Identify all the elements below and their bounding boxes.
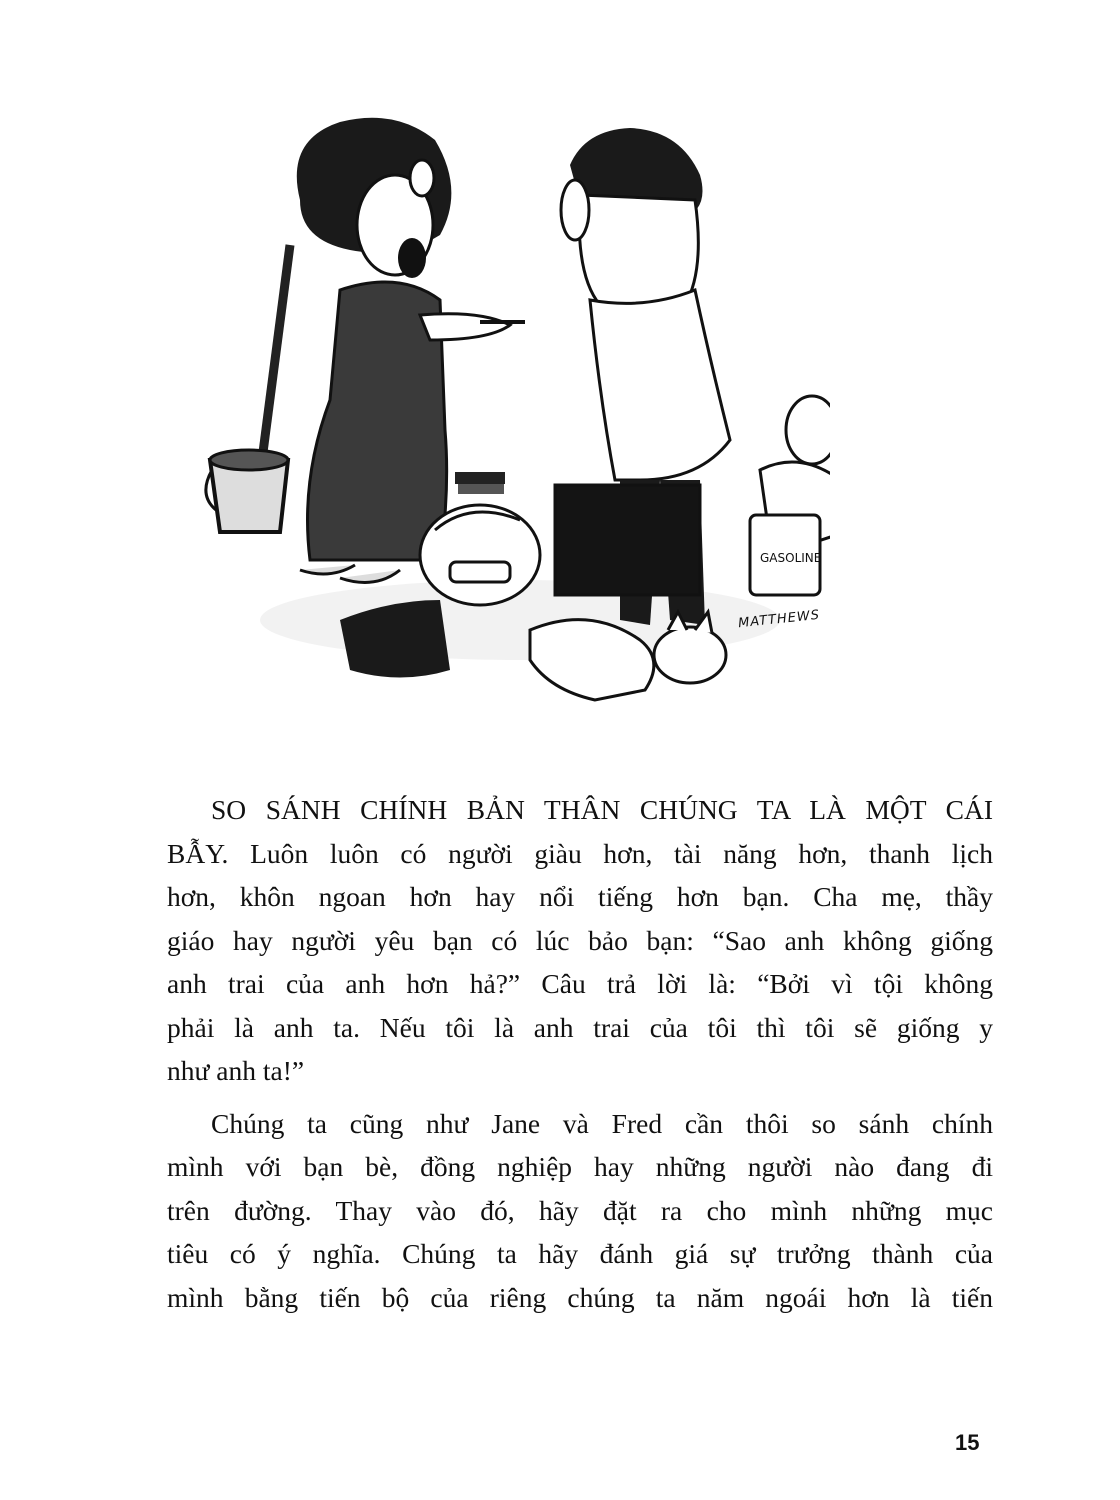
text-line: giáo hay người yêu bạn có lúc bảo bạn: “Sao anh không giống bbox=[167, 924, 993, 956]
bucket bbox=[206, 245, 290, 532]
illustrator-signature: MATTHEWS bbox=[737, 607, 821, 632]
cartoon-illustration bbox=[190, 100, 830, 720]
text-line: mình bằng tiến bộ của riêng chúng ta năm ngoái hơn là tiến bbox=[167, 1281, 993, 1313]
books bbox=[455, 472, 505, 484]
baby-with-can bbox=[750, 396, 830, 595]
text-line: SO SÁNH CHÍNH BẢN THÂN CHÚNG TA LÀ MỘT CÁI bbox=[211, 794, 993, 825]
text-line: tiêu có ý nghĩa. Chúng ta hãy đánh giá sự trưởng thành của bbox=[167, 1238, 993, 1269]
text-line: hơn, khôn ngoan hơn hay nổi tiếng hơn bạn. Cha mẹ, thầy bbox=[167, 881, 993, 912]
cartoon-drawing bbox=[190, 100, 830, 720]
paragraph-1 bbox=[167, 788, 993, 1093]
books-2 bbox=[458, 484, 504, 494]
gasoline-can-label: GASOLINE bbox=[760, 551, 822, 565]
text-line: trên đường. Thay vào đó, hãy đặt ra cho mình những mục bbox=[167, 1194, 993, 1226]
man-with-briefcase bbox=[555, 128, 730, 625]
paragraph-2 bbox=[167, 1102, 993, 1320]
text-line: anh trai của anh hơn hả?” Câu trả lời là: “Bởi vì tội không bbox=[167, 968, 993, 999]
text-line: BẪY. Luôn luôn có người giàu hơn, tài năng hơn, thanh lịch bbox=[167, 837, 993, 869]
text-line: phải là anh ta. Nếu tôi là anh trai của tôi thì tôi sẽ giống y bbox=[167, 1011, 993, 1043]
text-line: Chúng ta cũng như Jane và Fred cần thôi so sánh chính bbox=[211, 1107, 993, 1139]
text-line: mình với bạn bè, đồng nghiệp hay những người nào đang đi bbox=[167, 1151, 993, 1182]
body-text bbox=[167, 788, 993, 1319]
text-line: như anh ta!” bbox=[167, 1055, 305, 1086]
page-number: 15 bbox=[955, 1430, 980, 1455]
